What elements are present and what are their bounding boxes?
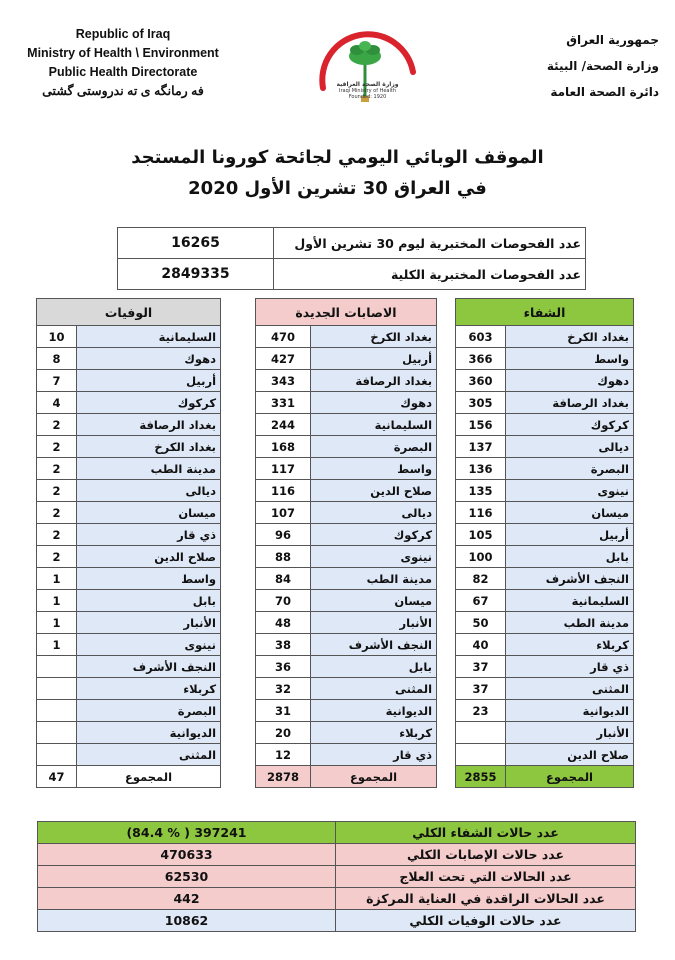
recovered-row-value: 137	[456, 436, 506, 458]
recovered-row	[456, 678, 634, 700]
new-cases-row-value: 117	[256, 458, 311, 480]
recovered-row-value: 136	[456, 458, 506, 480]
deaths-row-name: صلاح الدين	[77, 546, 221, 568]
recovered-row-value: 100	[456, 546, 506, 568]
recovered-row-value	[456, 744, 506, 766]
deaths-row	[37, 744, 221, 766]
recovered-row	[456, 612, 634, 634]
new-cases-row	[256, 370, 437, 392]
deaths-row-value: 2	[37, 458, 77, 480]
deaths-row	[37, 326, 221, 348]
new-cases-row	[256, 656, 437, 678]
summary-label: عدد الحالات الراقدة في العناية المركزة	[336, 888, 636, 910]
recovered-row-value: 37	[456, 678, 506, 700]
new-cases-row	[256, 722, 437, 744]
recovered-row-value: 40	[456, 634, 506, 656]
deaths-row-value: 7	[37, 370, 77, 392]
deaths-row-value: 1	[37, 590, 77, 612]
new-cases-row-value: 168	[256, 436, 311, 458]
deaths-row-value	[37, 678, 77, 700]
deaths-row	[37, 656, 221, 678]
new-cases-row	[256, 480, 437, 502]
header-en-line-2: Ministry of Health \ Environment	[27, 46, 219, 60]
deaths-row-value: 2	[37, 502, 77, 524]
new-cases-total-row	[256, 766, 437, 788]
summary-value: 470633	[38, 844, 336, 866]
new-cases-row-value: 36	[256, 656, 311, 678]
deaths-row-name: بغداد الكرخ	[77, 436, 221, 458]
recovered-row-value: 366	[456, 348, 506, 370]
deaths-row	[37, 612, 221, 634]
logo-caption-ar: وزارة الصحة العراقية	[336, 81, 399, 88]
header-ar-line-2: وزارة الصحة/ البيئة	[546, 59, 659, 73]
recovered-row-value: 156	[456, 414, 506, 436]
logo-caption-en: Iraqi Ministry of Health	[338, 88, 396, 94]
deaths-row-name: نينوى	[77, 634, 221, 656]
deaths-row	[37, 480, 221, 502]
deaths-row-name: ميسان	[77, 502, 221, 524]
new-cases-row	[256, 436, 437, 458]
new-cases-row	[256, 744, 437, 766]
recovered-row-name: بابل	[506, 546, 634, 568]
recovered-row-name: البصرة	[506, 458, 634, 480]
deaths-row-value: 2	[37, 524, 77, 546]
deaths-row-name: كركوك	[77, 392, 221, 414]
new-cases-row-name: كركوك	[311, 524, 437, 546]
recovered-row-name: كربلاء	[506, 634, 634, 656]
summary-value: (84.4 % ) 397241	[38, 822, 336, 844]
new-cases-row	[256, 524, 437, 546]
recovered-row	[456, 392, 634, 414]
recovered-row	[456, 590, 634, 612]
new-cases-row-value: 470	[256, 326, 311, 348]
summary-value: 10862	[38, 910, 336, 932]
new-cases-row-name: النجف الأشرف	[311, 634, 437, 656]
deaths-row	[37, 634, 221, 656]
deaths-row-name: مدينة الطب	[77, 458, 221, 480]
deaths-row	[37, 546, 221, 568]
new-cases-row-value: 244	[256, 414, 311, 436]
new-cases-row	[256, 590, 437, 612]
deaths-row-name: ديالى	[77, 480, 221, 502]
recovered-row-name: بغداد الرصافة	[506, 392, 634, 414]
recovered-row-name: ميسان	[506, 502, 634, 524]
new-cases-row-name: بغداد الكرخ	[311, 326, 437, 348]
new-cases-header: الاصابات الجديدة	[256, 299, 437, 326]
deaths-row-value	[37, 700, 77, 722]
new-cases-header-row	[256, 299, 437, 326]
recovered-row	[456, 326, 634, 348]
new-cases-row-name: أربيل	[311, 348, 437, 370]
new-cases-row	[256, 348, 437, 370]
new-cases-row	[256, 326, 437, 348]
recovered-row-name: بغداد الكرخ	[506, 326, 634, 348]
new-cases-row-name: ديالى	[311, 502, 437, 524]
ministry-logo-icon	[305, 10, 425, 130]
tests-total-label: عدد الفحوصات المختبرية الكلية	[274, 259, 586, 290]
summary-label: عدد الحالات التي تحت العلاج	[336, 866, 636, 888]
header-kurdish-line: فه رمانگه ى ته ندروستى گشتى	[42, 84, 204, 98]
new-cases-row-value: 116	[256, 480, 311, 502]
deaths-total-label: المجموع	[77, 766, 221, 788]
logo-caption	[330, 82, 405, 100]
summary-label: عدد حالات الوفيات الكلي	[336, 910, 636, 932]
recovered-row	[456, 458, 634, 480]
deaths-row-value: 2	[37, 436, 77, 458]
new-cases-row	[256, 612, 437, 634]
new-cases-row-name: دهوك	[311, 392, 437, 414]
recovered-row-value: 305	[456, 392, 506, 414]
header-arabic	[509, 27, 659, 105]
deaths-row-value: 2	[37, 546, 77, 568]
new-cases-row-name: البصرة	[311, 436, 437, 458]
deaths-row	[37, 568, 221, 590]
new-cases-row-value: 20	[256, 722, 311, 744]
recovered-row-value: 105	[456, 524, 506, 546]
deaths-row	[37, 436, 221, 458]
header-en-line-1: Republic of Iraq	[75, 27, 171, 41]
recovered-total-label: المجموع	[506, 766, 634, 788]
new-cases-row-name: كربلاء	[311, 722, 437, 744]
summary-row	[38, 844, 636, 866]
deaths-row-name: البصرة	[77, 700, 221, 722]
new-cases-row	[256, 700, 437, 722]
recovered-row	[456, 568, 634, 590]
header-en-line-3: Public Health Directorate	[48, 65, 198, 79]
deaths-total-value: 47	[37, 766, 77, 788]
new-cases-row-value: 84	[256, 568, 311, 590]
recovered-row	[456, 414, 634, 436]
recovered-row-name: السليمانية	[506, 590, 634, 612]
tests-table	[117, 227, 586, 290]
deaths-row-name: أربيل	[77, 370, 221, 392]
deaths-row-name: الديوانية	[77, 722, 221, 744]
deaths-row-value: 10	[37, 326, 77, 348]
deaths-row-value: 1	[37, 634, 77, 656]
deaths-table	[36, 298, 221, 788]
deaths-row-name: كربلاء	[77, 678, 221, 700]
recovered-row	[456, 348, 634, 370]
new-cases-table	[255, 298, 437, 788]
new-cases-row-value: 32	[256, 678, 311, 700]
recovered-row	[456, 524, 634, 546]
summary-row	[38, 822, 636, 844]
recovered-row-name: كركوك	[506, 414, 634, 436]
new-cases-row	[256, 502, 437, 524]
recovered-row	[456, 656, 634, 678]
deaths-row	[37, 524, 221, 546]
summary-row	[38, 910, 636, 932]
recovered-row-name: النجف الأشرف	[506, 568, 634, 590]
deaths-row-name: ذي قار	[77, 524, 221, 546]
recovered-row	[456, 436, 634, 458]
new-cases-total-value: 2878	[256, 766, 311, 788]
recovered-row-name: واسط	[506, 348, 634, 370]
recovered-row-value: 82	[456, 568, 506, 590]
tests-daily-value: 16265	[118, 228, 274, 259]
new-cases-row-value: 427	[256, 348, 311, 370]
new-cases-row-name: صلاح الدين	[311, 480, 437, 502]
deaths-row-value	[37, 656, 77, 678]
deaths-row-value: 1	[37, 568, 77, 590]
recovered-total-row	[456, 766, 634, 788]
recovered-row	[456, 480, 634, 502]
deaths-header-row	[37, 299, 221, 326]
summary-table	[37, 821, 636, 932]
deaths-row	[37, 502, 221, 524]
header-ar-line-3: دائرة الصحة العامة	[550, 85, 659, 99]
summary-row	[38, 866, 636, 888]
recovered-header-row	[456, 299, 634, 326]
recovered-table	[455, 298, 634, 788]
tests-total-row	[118, 259, 586, 290]
new-cases-row-name: الأنبار	[311, 612, 437, 634]
recovered-row	[456, 502, 634, 524]
recovered-row-name: المثنى	[506, 678, 634, 700]
new-cases-row-name: مدينة الطب	[311, 568, 437, 590]
recovered-row	[456, 634, 634, 656]
summary-value: 442	[38, 888, 336, 910]
tests-daily-row	[118, 228, 586, 259]
new-cases-row-name: واسط	[311, 458, 437, 480]
new-cases-row-value: 343	[256, 370, 311, 392]
new-cases-row-name: الديوانية	[311, 700, 437, 722]
deaths-total-row	[37, 766, 221, 788]
deaths-row-name: بابل	[77, 590, 221, 612]
deaths-row	[37, 392, 221, 414]
recovered-row	[456, 546, 634, 568]
deaths-row	[37, 414, 221, 436]
tests-daily-label: عدد الفحوصات المختبرية ليوم 30 تشرين الأول	[274, 228, 586, 259]
deaths-row-value: 4	[37, 392, 77, 414]
new-cases-row-value: 88	[256, 546, 311, 568]
new-cases-row	[256, 414, 437, 436]
deaths-row	[37, 370, 221, 392]
deaths-row-name: المثنى	[77, 744, 221, 766]
recovered-row-value: 135	[456, 480, 506, 502]
deaths-row-value: 1	[37, 612, 77, 634]
recovered-row-value: 23	[456, 700, 506, 722]
deaths-row	[37, 700, 221, 722]
new-cases-row-value: 331	[256, 392, 311, 414]
recovered-row-name: دهوك	[506, 370, 634, 392]
recovered-row-name: مدينة الطب	[506, 612, 634, 634]
deaths-row-value: 2	[37, 480, 77, 502]
new-cases-row-name: ذي قار	[311, 744, 437, 766]
recovered-row-name: أربيل	[506, 524, 634, 546]
new-cases-row	[256, 458, 437, 480]
recovered-row-name: صلاح الدين	[506, 744, 634, 766]
recovered-row	[456, 700, 634, 722]
new-cases-row-value: 96	[256, 524, 311, 546]
deaths-row	[37, 590, 221, 612]
recovered-row-name: ديالى	[506, 436, 634, 458]
recovered-row-name: الديوانية	[506, 700, 634, 722]
new-cases-row	[256, 678, 437, 700]
recovered-row-value: 116	[456, 502, 506, 524]
ministry-logo	[305, 10, 425, 130]
summary-row	[38, 888, 636, 910]
header-english	[8, 25, 238, 101]
deaths-row	[37, 348, 221, 370]
new-cases-row-name: بغداد الرصافة	[311, 370, 437, 392]
recovered-total-value: 2855	[456, 766, 506, 788]
recovered-row-name: الأنبار	[506, 722, 634, 744]
recovered-row-name: ذي قار	[506, 656, 634, 678]
deaths-row	[37, 722, 221, 744]
new-cases-row-value: 48	[256, 612, 311, 634]
deaths-row-name: واسط	[77, 568, 221, 590]
summary-value: 62530	[38, 866, 336, 888]
recovered-row-value: 67	[456, 590, 506, 612]
new-cases-row	[256, 392, 437, 414]
deaths-row-value	[37, 722, 77, 744]
new-cases-row-name: نينوى	[311, 546, 437, 568]
logo-caption-year: Founded: 1920	[348, 94, 387, 100]
deaths-row	[37, 678, 221, 700]
recovered-row-value: 37	[456, 656, 506, 678]
recovered-row-value: 360	[456, 370, 506, 392]
recovered-row	[456, 744, 634, 766]
deaths-row-name: دهوك	[77, 348, 221, 370]
new-cases-row-value: 70	[256, 590, 311, 612]
deaths-row-value: 8	[37, 348, 77, 370]
deaths-row-value: 2	[37, 414, 77, 436]
deaths-row	[37, 458, 221, 480]
new-cases-row-name: بابل	[311, 656, 437, 678]
recovered-row-value: 50	[456, 612, 506, 634]
deaths-row-name: بغداد الرصافة	[77, 414, 221, 436]
header-ar-line-1: جمهورية العراق	[566, 33, 659, 47]
report-subtitle: في العراق 30 تشرين الأول 2020	[188, 178, 487, 199]
new-cases-row-value: 12	[256, 744, 311, 766]
new-cases-row	[256, 568, 437, 590]
deaths-row-name: السليمانية	[77, 326, 221, 348]
new-cases-row-name: المثنى	[311, 678, 437, 700]
new-cases-total-label: المجموع	[311, 766, 437, 788]
recovered-row	[456, 722, 634, 744]
new-cases-row-name: ميسان	[311, 590, 437, 612]
tests-total-value: 2849335	[118, 259, 274, 290]
deaths-header: الوفيات	[37, 299, 221, 326]
deaths-row-name: الأنبار	[77, 612, 221, 634]
new-cases-row-value: 31	[256, 700, 311, 722]
recovered-row	[456, 370, 634, 392]
report-title: الموقف الوبائي اليومي لجائحة كورونا المستجد	[131, 147, 544, 168]
summary-label: عدد حالات الشفاء الكلي	[336, 822, 636, 844]
new-cases-row-value: 107	[256, 502, 311, 524]
new-cases-row-value: 38	[256, 634, 311, 656]
recovered-row-value	[456, 722, 506, 744]
summary-label: عدد حالات الإصابات الكلي	[336, 844, 636, 866]
recovered-row-name: نينوى	[506, 480, 634, 502]
deaths-row-value	[37, 744, 77, 766]
new-cases-row-name: السليمانية	[311, 414, 437, 436]
deaths-row-name: النجف الأشرف	[77, 656, 221, 678]
recovered-header: الشفاء	[456, 299, 634, 326]
new-cases-row	[256, 634, 437, 656]
recovered-row-value: 603	[456, 326, 506, 348]
new-cases-row	[256, 546, 437, 568]
